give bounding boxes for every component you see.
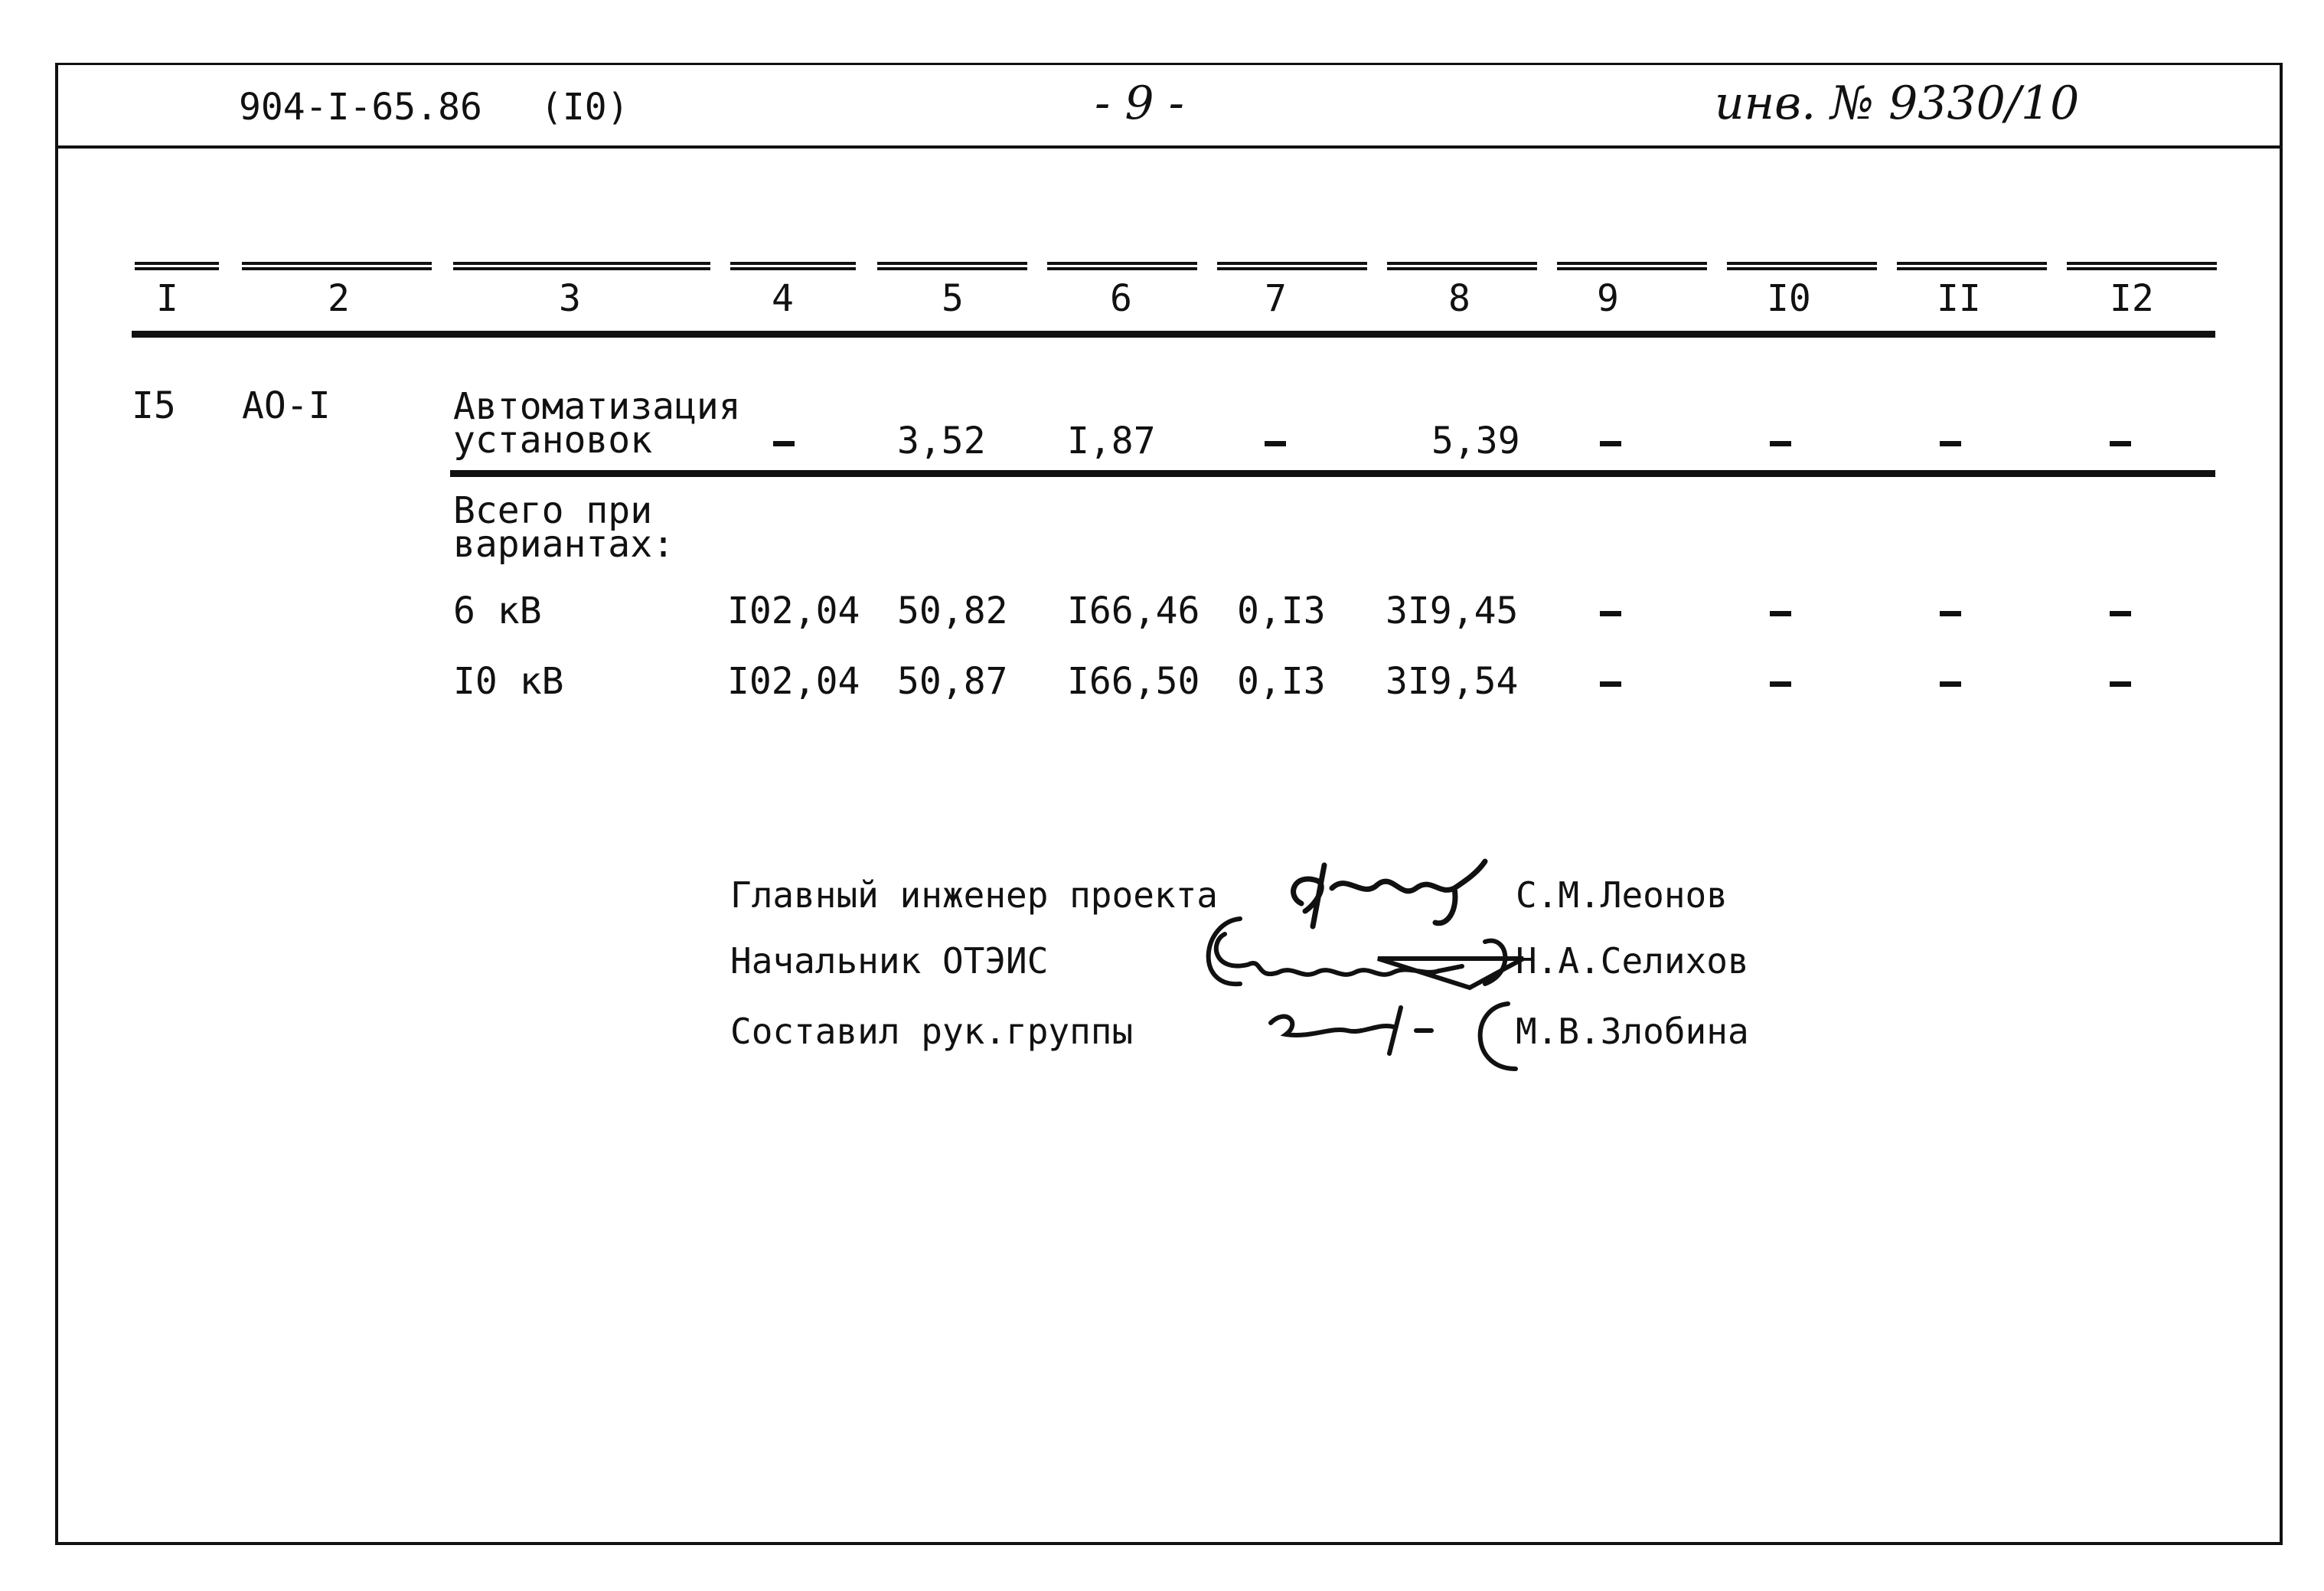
row15-col4-dash	[773, 441, 795, 446]
doc-code: 904-I-65.86	[239, 86, 482, 129]
variant-10kv-col11-dash	[1940, 681, 1961, 687]
column-header-rule	[1047, 262, 1197, 270]
column-number-3: 3	[559, 277, 581, 320]
inventory-number: инв. № 9330/10	[1715, 77, 2080, 130]
variant-6kv-col9-dash	[1600, 611, 1621, 616]
variant-10kv-col7: 0,I3	[1237, 660, 1326, 703]
column-header-rule	[1897, 262, 2047, 270]
signature-role-head-otais: Начальник ОТЭИС	[730, 940, 1049, 982]
row15-col5: 3,52	[897, 420, 986, 462]
column-number-1: I	[156, 277, 178, 320]
column-header-rule	[2067, 262, 2217, 270]
variant-10kv-col10-dash	[1770, 681, 1791, 687]
column-header-rule	[242, 262, 432, 270]
column-header-rule	[1557, 262, 1707, 270]
row-number: I5	[132, 384, 176, 427]
variant-10kv-col8: 3I9,54	[1386, 660, 1519, 703]
row-code: АО-I	[242, 384, 331, 427]
handwritten-signature-zlobina	[1263, 992, 1523, 1076]
variant-10kv-col6: I66,50	[1067, 660, 1200, 703]
variant-10kv-col5: 50,87	[897, 660, 1008, 703]
column-number-8: 8	[1448, 277, 1470, 320]
signature-name-head-otais: Н.А.Селихов	[1516, 940, 1749, 982]
column-number-12: I2	[2110, 277, 2154, 320]
variant-6kv-col6: I66,46	[1067, 590, 1200, 632]
variant-6kv-col4: I02,04	[727, 590, 860, 632]
column-number-5: 5	[942, 277, 964, 320]
column-number-9: 9	[1597, 277, 1619, 320]
signature-name-compiled-by: М.В.Злобина	[1516, 1011, 1749, 1052]
variant-10kv-col9-dash	[1600, 681, 1621, 687]
column-number-11: II	[1937, 277, 1981, 320]
column-header-rule	[1217, 262, 1367, 270]
variant-6kv-col8: 3I9,45	[1386, 590, 1519, 632]
row15-col11-dash	[1940, 441, 1961, 446]
variant-10kv-label: I0 кВ	[453, 660, 564, 703]
subtotal-rule	[450, 470, 2215, 477]
variant-6kv-col10-dash	[1770, 611, 1791, 616]
variant-6kv-col7: 0,I3	[1237, 590, 1326, 632]
sheet-code: (I0)	[540, 86, 629, 129]
row15-col9-dash	[1600, 441, 1621, 446]
variant-6kv-label: 6 кВ	[453, 590, 542, 632]
page-number: - 9 -	[1095, 77, 1184, 130]
column-header-rule	[453, 262, 710, 270]
column-number-10: I0	[1767, 277, 1811, 320]
column-header-rule	[1727, 262, 1877, 270]
variant-10kv-col4: I02,04	[727, 660, 860, 703]
row15-col6: I,87	[1067, 420, 1156, 462]
total-label-line2: вариантах:	[453, 523, 674, 566]
column-number-4: 4	[772, 277, 794, 320]
row15-col7-dash	[1265, 441, 1286, 446]
column-header-rule	[1387, 262, 1537, 270]
table-header-bottom-rule	[132, 331, 2215, 338]
variant-6kv-col12-dash	[2110, 611, 2131, 616]
header-divider	[55, 145, 2283, 149]
variant-6kv-col11-dash	[1940, 611, 1961, 616]
signature-role-compiled-by: Составил рук.группы	[730, 1011, 1134, 1052]
column-number-6: 6	[1110, 277, 1132, 320]
column-header-rule	[730, 262, 856, 270]
row-name-line1: Автоматизация	[453, 385, 741, 428]
row15-col10-dash	[1770, 441, 1791, 446]
signature-name-chief-engineer: С.М.Леонов	[1516, 874, 1728, 916]
total-label-line1: Всего при	[453, 489, 653, 532]
column-number-2: 2	[328, 277, 350, 320]
signature-role-chief-engineer: Главный инженер проекта	[730, 874, 1218, 916]
row-name-line2: установок	[453, 419, 653, 462]
column-number-7: 7	[1265, 277, 1287, 320]
column-header-rule	[877, 262, 1027, 270]
row15-col8: 5,39	[1431, 420, 1520, 462]
column-header-rule	[135, 262, 219, 270]
variant-6kv-col5: 50,82	[897, 590, 1008, 632]
row15-col12-dash	[2110, 441, 2131, 446]
variant-10kv-col12-dash	[2110, 681, 2131, 687]
